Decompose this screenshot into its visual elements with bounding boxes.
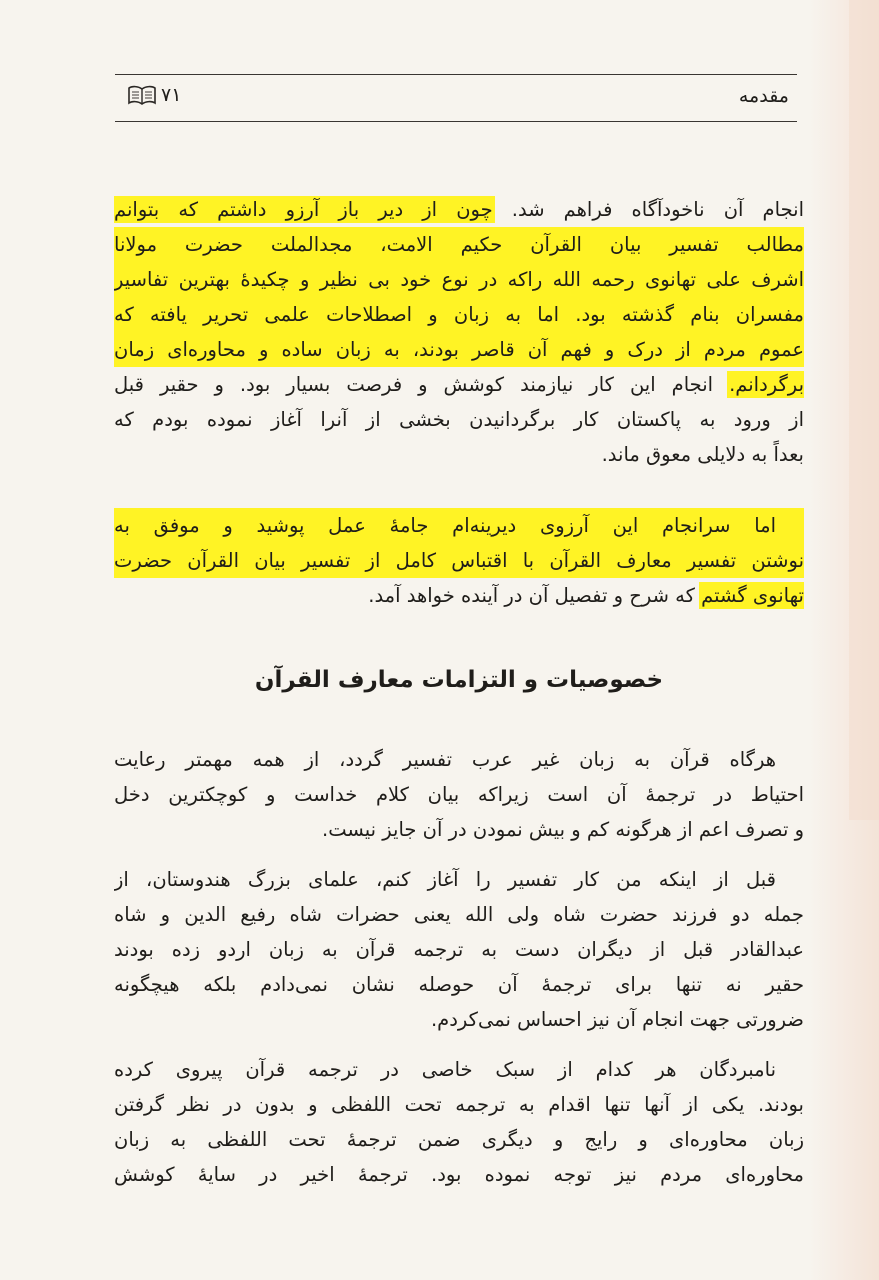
- paragraph-translation-caution: [114, 742, 804, 847]
- text-run: از ورود به پاکستان کار برگردانیدن بخشی از آنرا آغاز نموده بودم که: [114, 408, 804, 431]
- text-run: که شرح و تفصیل آن در آینده خواهد آمد.: [368, 584, 702, 607]
- section-heading: خصوصیات و التزامات معارف القرآن: [254, 667, 664, 693]
- highlighted-text: مفسران بنام گذشته بود. اما به زبان و اصطلاحات علمی تحریر یافته که: [114, 303, 804, 326]
- page-number-group: [127, 84, 181, 106]
- text-line: [114, 297, 804, 332]
- text-line: محاوره‌ای مردم نیز توجه نموده بود. ترجمهٔ اخیر در سایهٔ کوشش: [114, 1163, 804, 1186]
- page-edge-tint: [849, 0, 879, 820]
- running-header: [115, 74, 797, 122]
- text-line: [114, 437, 804, 472]
- text-line: [114, 508, 804, 543]
- text-line: [114, 367, 804, 402]
- text-line: نامبردگان هر کدام از سبک خاصی در ترجمه قرآن پیروی کرده: [114, 1058, 776, 1081]
- text-line: زبان محاوره‌ای و رایج و دیگری ضمن ترجمهٔ تحت اللفظی به زبان: [114, 1128, 804, 1151]
- text-run: انجام این کار نیازمند کوشش و فرصت بسیار بود. و حقیر قبل: [114, 373, 730, 396]
- paragraph-earlier-translators: [114, 862, 804, 1037]
- text-line: حقیر نه تنها برای ترجمهٔ آن حوصله نشان نمی‌دادم بلکه هیچگونه: [114, 973, 804, 996]
- text-line: [114, 262, 804, 297]
- text-line: ضرورتی جهت انجام آن نیز احساس نمی‌کردم.: [430, 1008, 804, 1031]
- text-line: [114, 332, 804, 367]
- highlighted-text: نوشتن تفسیر معارف القرآن با اقتباس کامل از تفسیر بیان القرآن حضرت: [114, 549, 804, 572]
- highlighted-text: مطالب تفسیر بیان القرآن حکیم الامت، مجدالملت حضرت مولانا: [114, 233, 804, 256]
- text-line: بودند. یکی از آنها تنها اقدام به ترجمه تحت اللفظی و بدون در نظر گرفتن: [114, 1093, 804, 1116]
- page-number: ۷۱: [161, 84, 182, 106]
- highlighted-text: چون از دیر باز آرزو داشتم که بتوانم: [114, 198, 493, 221]
- highlighted-text: برگردانم.: [729, 373, 804, 396]
- highlighted-text: تهانوی گشتم: [701, 584, 804, 607]
- text-line: [114, 402, 804, 437]
- text-line: [114, 227, 804, 262]
- text-line: جمله دو فرزند حضرت شاه ولی الله یعنی حضرات شاه رفیع الدین و شاه: [114, 903, 804, 926]
- open-book-icon: [127, 85, 157, 105]
- paragraph-intro: [114, 192, 804, 472]
- paragraph-translation-styles: [114, 1052, 804, 1192]
- text-line: [114, 192, 804, 227]
- highlighted-text: اما سرانجام این آرزوی دیرینه‌ام جامهٔ عمل پوشید و موفق به: [114, 514, 776, 537]
- text-line: قبل از اینکه من کار تفسیر را آغاز کنم، علمای بزرگ هندوستان، از: [114, 868, 776, 891]
- paragraph-highlighted-aspiration: [114, 508, 804, 613]
- text-line: و تصرف اعم از هرگونه کم و بیش نمودن در آن جایز نیست.: [322, 818, 804, 841]
- text-line: هرگاه قرآن به زبان غیر عرب تفسیر گردد، از همه مهمتر رعایت: [114, 748, 776, 771]
- text-run: بعداً به دلایلی معوق ماند.: [601, 443, 804, 466]
- text-line: عبدالقادر قبل از دیگران دست به ترجمه قرآن به زبان اردو زده بودند: [114, 938, 804, 961]
- text-line: احتیاط در ترجمهٔ آن است زیراکه بیان کلام خداست و کوچکترین دخل: [114, 783, 804, 806]
- text-line: [114, 543, 804, 578]
- text-line: [114, 578, 804, 613]
- header-title: مقدمه: [738, 85, 789, 107]
- highlighted-text: عموم مردم از درک و فهم آن قاصر بودند، به زبان ساده و محاوره‌ای زمان: [114, 338, 804, 361]
- highlighted-text: اشرف علی تهانوی رحمه الله راکه در نوع خود بی نظیر و چکیدهٔ بهترین تفاسیر: [114, 268, 804, 291]
- text-run: انجام آن ناخودآگاه فراهم شد.: [492, 198, 804, 221]
